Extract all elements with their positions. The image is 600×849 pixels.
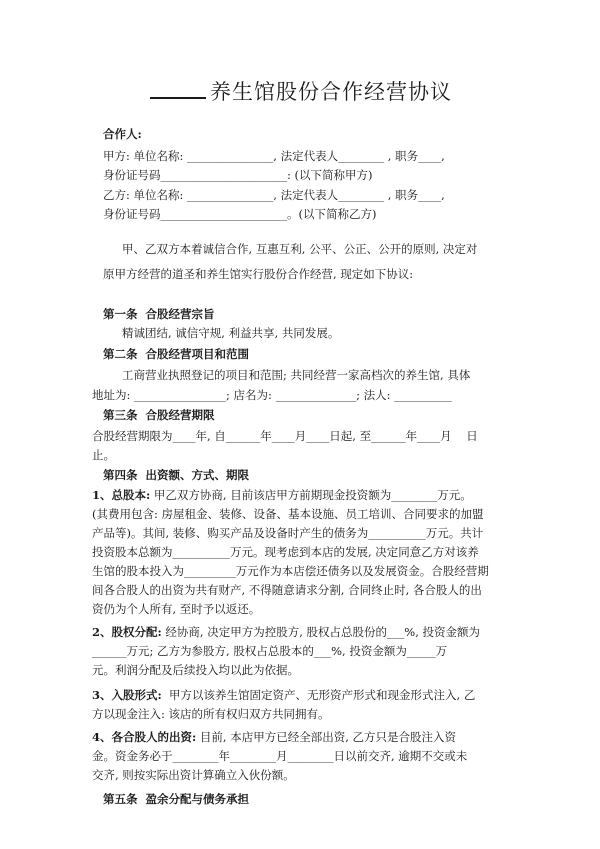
- section-2-line-1: [92, 625, 480, 639]
- article-2-line-1: 工商营业执照登记的项目和范围; 共同经营一家高档次的养生馆, 具体: [122, 368, 471, 382]
- section-1-line-6: 间各合股人的出资为共有财产, 不得随意请求分割, 合同终止时, 各合股人的出: [92, 583, 482, 597]
- title-text: 养生馆股份合作经营协议: [210, 80, 452, 104]
- section-2-line-2: ______万元; 乙方为参股方, 股权占总股本的___%, 投资金额为_____万: [92, 644, 448, 658]
- section-1-line-7: 资仍为个人所有, 至时予以返还。: [92, 602, 261, 616]
- article-5-title: 第五条 盈余分配与债务承担: [103, 792, 250, 806]
- section-1-text: 甲乙双方协商, 目前该店甲方前期现金投资额为________万元。: [150, 488, 472, 502]
- section-3-label: 3、入股形式:: [92, 688, 162, 702]
- party-a-line-1: 甲方: 单位名称: _______________, 法定代表人________ , 职务____,: [103, 149, 445, 163]
- article-2-line-2: 地址为: ________________; 店名为: ______________; 法人: __________: [92, 388, 452, 402]
- section-4-line-3: 交齐, 则按实际出资计算确立入伙份额。: [92, 768, 295, 782]
- section-1-line-1: [92, 488, 472, 502]
- section-4-text: 目前, 本店甲方已经全部出资, 乙方只是合股注入资: [196, 730, 457, 744]
- section-4-line-1: [92, 730, 456, 744]
- party-b-line-1: 乙方: 单位名称: _______________, 法定代表人________ , 职务____,: [103, 188, 445, 202]
- section-2-label: 2、股权分配:: [92, 625, 162, 639]
- article-4-title: 第四条 出资额、方式、期限: [103, 468, 250, 482]
- section-3-line-2: 方以现金注入: 该店的所有权归双方共同拥有。: [92, 707, 330, 721]
- section-2-line-3: 元。利润分配及后续投入均以此为依据。: [92, 663, 299, 677]
- article-3-line-2: 止。: [92, 448, 115, 462]
- section-1-line-2: (其费用包含: 房屋租金、装修、设备、基本设施、员工培训、合同要求的加盟: [92, 507, 484, 521]
- intro-line-2: 原甲方经营的道圣和养生馆实行股份合作经营, 现定如下协议:: [103, 267, 414, 281]
- article-1-title: 第一条 合股经营宗旨: [103, 307, 215, 321]
- title-blank: [150, 79, 206, 99]
- article-3-line-1: 合股经营期限为____年, 自______年____月____日起, 至______年____月 日: [92, 429, 478, 443]
- section-1-label: 1、总股本:: [92, 488, 151, 502]
- section-1-line-5: 生馆的股本投入为_________万元作为本店偿还债务以及发展资金。合股经营期: [92, 564, 489, 578]
- parties-heading: 合作人:: [103, 127, 142, 141]
- section-4-label: 4、各合股人的出资:: [92, 730, 197, 744]
- party-b-line-2: 身份证号码______________________。(以下简称乙方): [103, 207, 377, 221]
- section-1-line-4: 投资股本总额为__________万元。现考虑到本店的发展, 决定同意乙方对该养: [92, 545, 479, 559]
- article-3-title: 第三条 合股经营期限: [103, 408, 215, 422]
- section-2-text: 经协商, 决定甲方为控股方, 股权占总股份的___%, 投资金额为: [161, 625, 481, 639]
- section-4-line-2: 金。资金务必于________年________月________日以前交齐, 逾期不交或未: [92, 749, 468, 763]
- article-1-body: 精诚团结, 诚信守规, 利益共享, 共同发展。: [122, 326, 340, 340]
- section-1-line-3: 产品等)。其间, 装修、购买产品及设备时产生的债务为__________万元。共计: [92, 526, 484, 540]
- section-3-text: 甲方以该养生馆固定资产、无形资产形式和现金形式注入, 乙: [161, 688, 476, 702]
- section-3-line-1: [92, 688, 475, 702]
- intro-line-1: 甲、乙双方本着诚信合作, 互惠互利, 公平、公正、公开的原则, 决定对: [122, 242, 478, 256]
- party-a-line-2: 身份证号码______________________: (以下简称甲方): [103, 168, 373, 182]
- document-title: [150, 76, 452, 106]
- article-2-title: 第二条 合股经营项目和范围: [103, 347, 250, 361]
